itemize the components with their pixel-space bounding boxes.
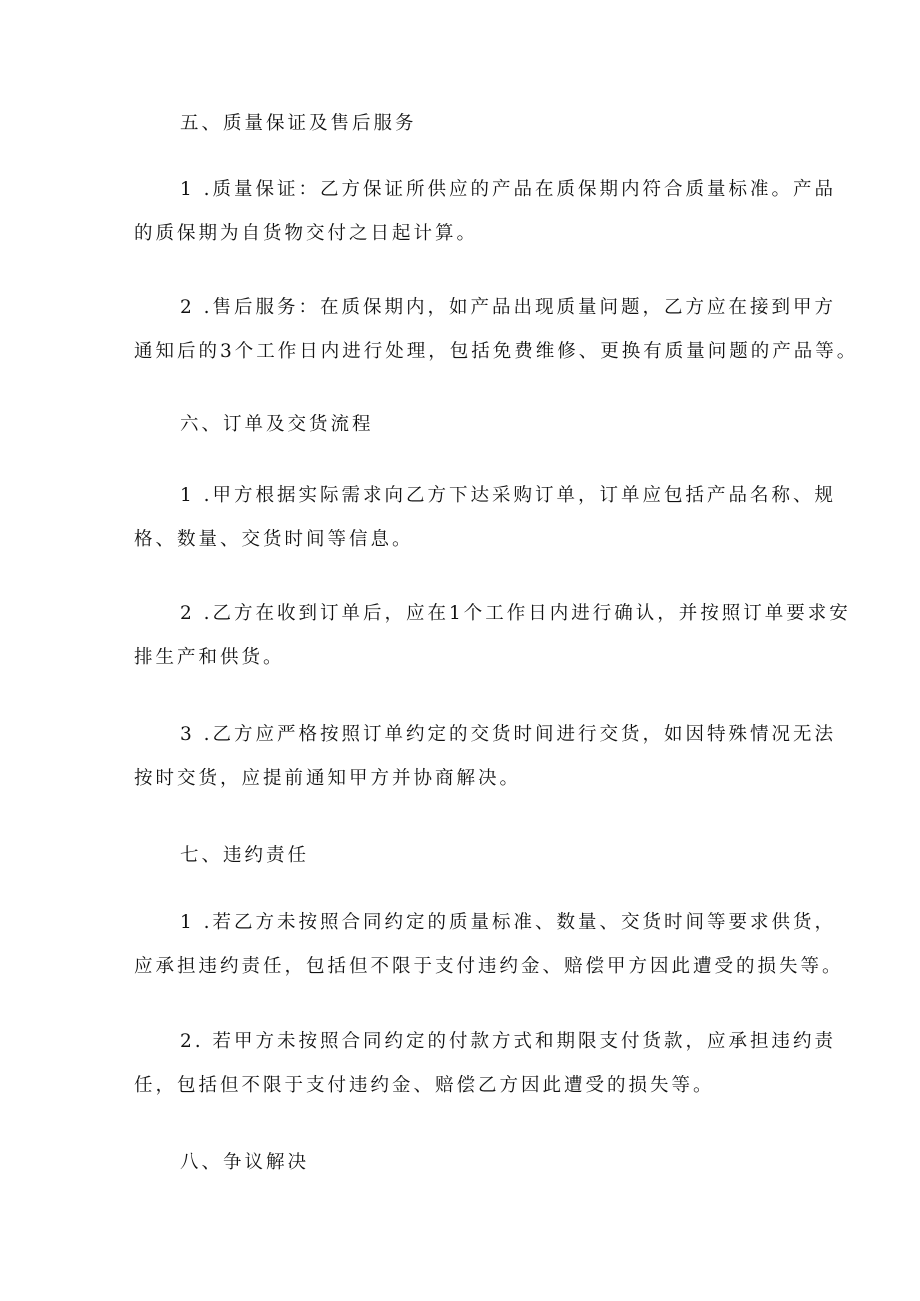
paragraph-line: 排生产和供货。 bbox=[134, 647, 285, 668]
paragraph-line: 2 .售后服务：在质保期内，如产品出现质量问题，乙方应在接到甲方 bbox=[180, 297, 837, 318]
paragraph-6-2 bbox=[134, 592, 851, 680]
section-heading-8: 八、争议解决 bbox=[180, 1152, 310, 1173]
paragraph-5-2 bbox=[134, 286, 859, 374]
paragraph-line: 格、数量、交货时间等信息。 bbox=[134, 529, 414, 550]
section-heading-6: 六、订单及交货流程 bbox=[180, 414, 374, 435]
paragraph-line: 1 .若乙方未按照合同约定的质量标准、数量、交货时间等要求供货， bbox=[180, 912, 837, 933]
section-heading-7: 七、违约责任 bbox=[180, 845, 310, 866]
paragraph-line: 任，包括但不限于支付违约金、赔偿乙方因此遭受的损失等。 bbox=[134, 1075, 715, 1096]
paragraph-5-1 bbox=[134, 168, 837, 256]
paragraph-line: 1 .质量保证：乙方保证所供应的产品在质保期内符合质量标准。产品 bbox=[180, 179, 837, 200]
paragraph-6-3 bbox=[134, 713, 837, 801]
paragraph-line: 2. 若甲方未按照合同约定的付款方式和期限支付货款，应承担违约责 bbox=[180, 1031, 837, 1052]
paragraph-7-2 bbox=[134, 1020, 837, 1108]
paragraph-7-1 bbox=[134, 901, 844, 989]
section-heading-5: 五、质量保证及售后服务 bbox=[180, 113, 417, 134]
paragraph-line: 的质保期为自货物交付之日起计算。 bbox=[134, 223, 479, 244]
paragraph-line: 按时交货，应提前通知甲方并协商解决。 bbox=[134, 768, 522, 789]
paragraph-6-1 bbox=[134, 474, 837, 562]
paragraph-line: 通知后的3个工作日内进行处理，包括免费维修、更换有质量问题的产品等。 bbox=[134, 341, 859, 362]
paragraph-line: 2 .乙方在收到订单后，应在1个工作日内进行确认，并按照订单要求安 bbox=[180, 603, 851, 624]
paragraph-line: 1 .甲方根据实际需求向乙方下达采购订单，订单应包括产品名称、规 bbox=[180, 485, 837, 506]
paragraph-line: 应承担违约责任，包括但不限于支付违约金、赔偿甲方因此遭受的损失等。 bbox=[134, 956, 844, 977]
paragraph-line: 3 .乙方应严格按照订单约定的交货时间进行交货，如因特殊情况无法 bbox=[180, 724, 837, 745]
